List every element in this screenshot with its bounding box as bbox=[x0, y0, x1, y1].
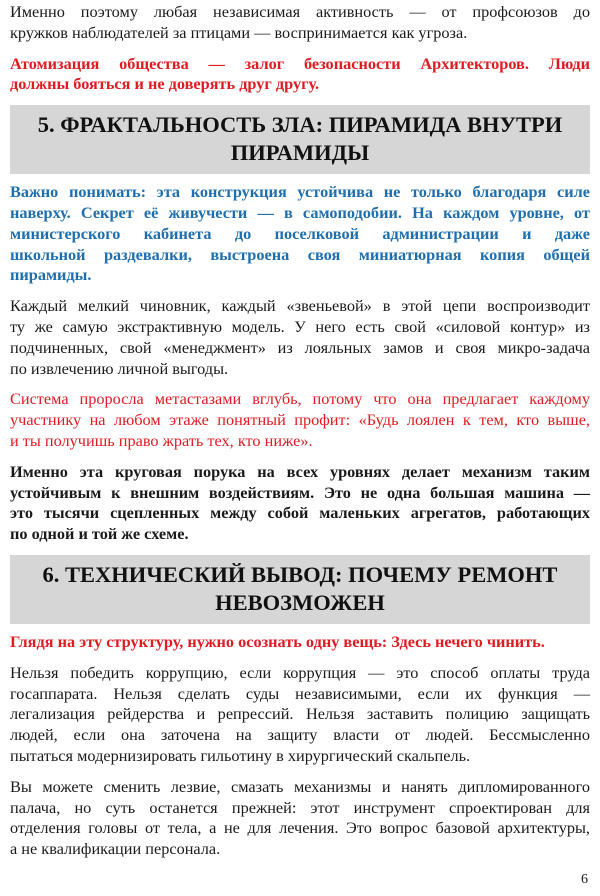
heading-line: 5. ФРАКТАЛЬНОСТЬ ЗЛА: ПИРАМИДА ВНУТРИ bbox=[37, 112, 563, 138]
text-line: Важно понимать: эта конструкция устойчива не только благодаря силе bbox=[10, 182, 590, 202]
paragraph bbox=[10, 632, 590, 653]
text-line: и ты получишь право жрать тех, кто ниже». bbox=[10, 430, 313, 450]
intro-block bbox=[10, 2, 590, 95]
text-line: участнику на любом этаже понятный профит: «Будь лоялен к тем, кто выше, bbox=[10, 410, 590, 430]
heading-line: НЕВОЗМОЖЕН bbox=[215, 589, 385, 615]
text-line: устойчивым к внешним воздействиям. Это не одна большая машина — bbox=[10, 482, 590, 502]
text-line: а не квалификации персонала. bbox=[10, 839, 221, 859]
paragraph bbox=[10, 54, 590, 96]
text-line: Именно эта круговая порука на всех уровнях делает механизм таким bbox=[10, 461, 590, 481]
text-line: по извлечению личной выгоды. bbox=[10, 358, 229, 378]
text-line: школьной раздевалки, выстроена своя миниатюрная копия общей bbox=[10, 244, 590, 264]
paragraph bbox=[10, 777, 590, 860]
text-line: пытаться модернизировать гильотину в хирургический скальпель. bbox=[10, 745, 471, 765]
paragraph bbox=[10, 663, 590, 767]
text-line: Именно поэтому любая независимая активность — от профсоюзов до bbox=[10, 2, 590, 21]
text-line: Атомизация общества — залог безопасности Архитекторов. Люди bbox=[10, 53, 590, 73]
section-6-heading bbox=[10, 555, 590, 624]
text-line: Нельзя победить коррупцию, если коррупция — это способ оплаты труда bbox=[10, 662, 590, 682]
text-line: легализация рейдерства и репрессий. Нельзя заставить полицию защищать bbox=[10, 704, 590, 724]
text-line: подчиненных, свой «менеджмент» из лояльных замов и своя микро-задача bbox=[10, 337, 590, 357]
text-line: должны бояться и не доверять друг другу. bbox=[10, 74, 320, 94]
paragraph bbox=[10, 2, 590, 44]
paragraph bbox=[10, 462, 590, 545]
text-line: Вы можете сменить лезвие, смазать механизмы и нанять дипломированного bbox=[10, 776, 590, 796]
text-line: министерского кабинета до поселковой администрации и даже bbox=[10, 223, 590, 243]
section-5-heading bbox=[10, 105, 590, 174]
document-page bbox=[10, 2, 590, 870]
text-line: наверху. Секрет её живучести — в самоподобии. На каждом уровне, от bbox=[10, 202, 590, 222]
text-line: кружков наблюдателей за птицами — воспринимается как угроза. bbox=[10, 22, 468, 42]
paragraph bbox=[10, 389, 590, 451]
text-line: по одной и той же схеме. bbox=[10, 524, 189, 544]
text-line: Каждый мелкий чиновник, каждый «звеньевой» в этой цепи воспроизводит bbox=[10, 296, 590, 316]
text-line: Система проросла метастазами вглубь, потому что она предлагает каждому bbox=[10, 389, 590, 409]
heading-line: ПИРАМИДЫ bbox=[230, 140, 370, 166]
heading-line: 6. ТЕХНИЧЕСКИЙ ВЫВОД: ПОЧЕМУ РЕМОНТ bbox=[42, 561, 558, 587]
text-line: палача, но суть останется прежней: этот инструмент спроектирован для bbox=[10, 797, 590, 817]
page-number: 6 bbox=[581, 872, 588, 887]
paragraph bbox=[10, 182, 590, 286]
paragraph bbox=[10, 296, 590, 379]
text-line: госаппарата. Нельзя сделать суды независимыми, если их функция — bbox=[10, 683, 590, 703]
text-line: это тысячи сцепленных между собой маленьких агрегатов, работающих bbox=[10, 503, 590, 523]
text-line: ту же самую экстрактивную модель. У него есть свой «силовой контур» из bbox=[10, 316, 590, 336]
text-line: людей, если она заточена на защиту власти от людей. Бессмысленно bbox=[10, 725, 590, 745]
section-5-body bbox=[10, 182, 590, 545]
section-6-body bbox=[10, 632, 590, 860]
text-line: Глядя на эту структуру, нужно осознать одну вещь: Здесь нечего чинить. bbox=[10, 631, 545, 651]
text-line: пирамиды. bbox=[10, 265, 92, 285]
text-line: отделения головы от тела, а не для лечения. Это вопрос базовой архитектуры, bbox=[10, 818, 590, 838]
